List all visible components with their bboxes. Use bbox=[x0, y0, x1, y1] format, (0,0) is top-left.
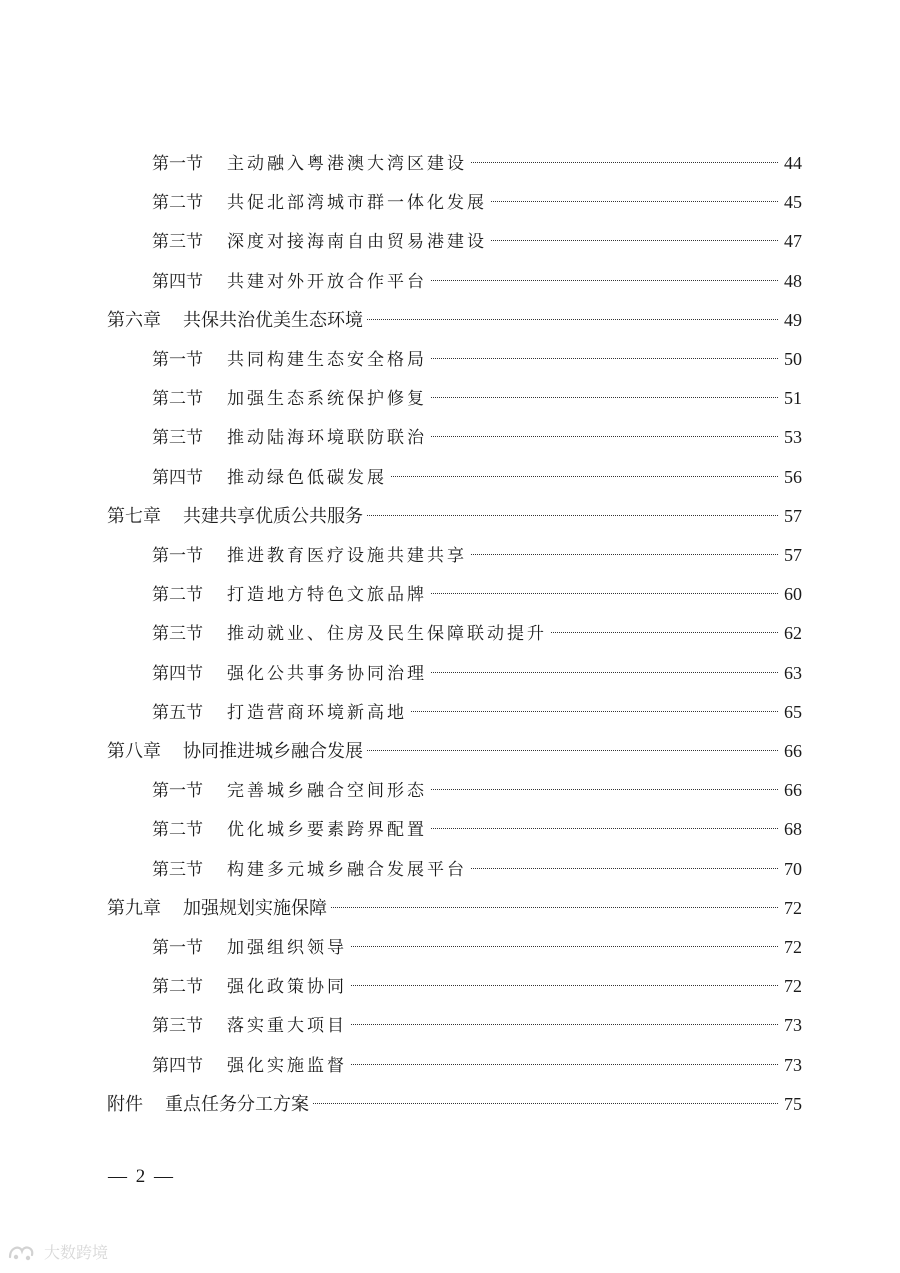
toc-dot-leader bbox=[431, 435, 778, 437]
toc-page-number: 62 bbox=[784, 623, 802, 643]
toc-section-row[interactable] bbox=[152, 266, 802, 296]
toc-page-number: 70 bbox=[784, 859, 802, 879]
toc-page-number: 47 bbox=[784, 231, 802, 251]
toc-entry-number: 第二节 bbox=[152, 977, 203, 997]
toc-entry-title: 主动融入粤港澳大湾区建设 bbox=[227, 154, 467, 174]
toc-entry-number: 第四节 bbox=[152, 272, 203, 292]
toc-dot-leader bbox=[431, 396, 778, 398]
toc-chapter-row[interactable] bbox=[107, 501, 802, 531]
toc-page-number: 57 bbox=[784, 506, 802, 526]
toc-entry-title: 强化公共事务协同治理 bbox=[227, 664, 427, 684]
toc-entry-number: 第一节 bbox=[152, 781, 203, 801]
toc-section-row[interactable] bbox=[152, 658, 802, 688]
toc-entry-title: 共建对外开放合作平台 bbox=[227, 272, 427, 292]
toc-page-number: 73 bbox=[784, 1055, 802, 1075]
toc-page-number: 57 bbox=[784, 545, 802, 565]
toc-dot-leader bbox=[313, 1102, 778, 1104]
toc-dot-leader bbox=[471, 867, 778, 869]
toc-dot-leader bbox=[351, 1023, 778, 1025]
toc-section-row[interactable] bbox=[152, 618, 802, 648]
toc-page-number: 51 bbox=[784, 388, 802, 408]
toc-dot-leader bbox=[351, 1063, 778, 1065]
toc-entry-number: 第八章 bbox=[107, 741, 161, 762]
toc-entry-title: 优化城乡要素跨界配置 bbox=[227, 820, 427, 840]
toc-chapter-row[interactable] bbox=[107, 893, 802, 923]
watermark bbox=[6, 1240, 108, 1263]
toc-section-row[interactable] bbox=[152, 854, 802, 884]
toc-section-row[interactable] bbox=[152, 148, 802, 178]
toc-dot-leader bbox=[551, 631, 778, 633]
toc-section-row[interactable] bbox=[152, 971, 802, 1001]
toc-page-number: 73 bbox=[784, 1015, 802, 1035]
toc-dot-leader bbox=[431, 671, 778, 673]
toc-section-row[interactable] bbox=[152, 462, 802, 492]
toc-page-number: 72 bbox=[784, 976, 802, 996]
toc-entry-title: 共保共治优美生态环境 bbox=[183, 310, 363, 331]
toc-chapter-row[interactable] bbox=[107, 305, 802, 335]
toc-dot-leader bbox=[331, 906, 778, 908]
toc-dot-leader bbox=[431, 279, 778, 281]
toc-entry-title: 深度对接海南自由贸易港建设 bbox=[227, 232, 487, 252]
toc-entry-title: 构建多元城乡融合发展平台 bbox=[227, 860, 467, 880]
toc-entry-number: 第四节 bbox=[152, 468, 203, 488]
toc-entry-title: 打造地方特色文旅品牌 bbox=[227, 585, 427, 605]
toc-entry-title: 加强规划实施保障 bbox=[183, 898, 327, 919]
toc-page-number: 53 bbox=[784, 427, 802, 447]
toc-section-row[interactable] bbox=[152, 187, 802, 217]
toc-page-number: 66 bbox=[784, 780, 802, 800]
toc-entry-number: 第三节 bbox=[152, 860, 203, 880]
toc-section-row[interactable] bbox=[152, 422, 802, 452]
toc-dot-leader bbox=[431, 357, 778, 359]
toc-dot-leader bbox=[367, 749, 778, 751]
toc-entry-title: 推动绿色低碳发展 bbox=[227, 468, 387, 488]
toc-entry-number: 第四节 bbox=[152, 1056, 203, 1076]
toc-entry-number: 第一节 bbox=[152, 938, 203, 958]
toc-dot-leader bbox=[351, 984, 778, 986]
toc-page-number: 49 bbox=[784, 310, 802, 330]
toc-entry-number: 第五节 bbox=[152, 703, 203, 723]
toc-dot-leader bbox=[367, 318, 778, 320]
toc-entry-number: 第二节 bbox=[152, 820, 203, 840]
toc-entry-title: 强化政策协同 bbox=[227, 977, 347, 997]
toc-section-row[interactable] bbox=[152, 540, 802, 570]
toc-entry-title: 完善城乡融合空间形态 bbox=[227, 781, 427, 801]
toc-entry-title: 共同构建生态安全格局 bbox=[227, 350, 427, 370]
toc-dot-leader bbox=[367, 514, 778, 516]
toc-entry-number: 第二节 bbox=[152, 389, 203, 409]
toc-entry-number: 第一节 bbox=[152, 350, 203, 370]
toc-entry-number: 第二节 bbox=[152, 193, 203, 213]
toc-entry-title: 协同推进城乡融合发展 bbox=[183, 741, 363, 762]
toc-page-number: 72 bbox=[784, 898, 802, 918]
toc-page-number: 60 bbox=[784, 584, 802, 604]
toc-entry-title: 推进教育医疗设施共建共享 bbox=[227, 546, 467, 566]
toc-section-row[interactable] bbox=[152, 1050, 802, 1080]
toc-entry-number: 第六章 bbox=[107, 310, 161, 331]
toc-entry-number: 第一节 bbox=[152, 154, 203, 174]
toc-section-row[interactable] bbox=[152, 344, 802, 374]
toc-section-row[interactable] bbox=[152, 932, 802, 962]
toc-entry-title: 共促北部湾城市群一体化发展 bbox=[227, 193, 487, 213]
toc-entry-title: 推动陆海环境联防联治 bbox=[227, 428, 427, 448]
toc-page-number: 68 bbox=[784, 819, 802, 839]
toc-page-number: 72 bbox=[784, 937, 802, 957]
toc-entry-title: 强化实施监督 bbox=[227, 1056, 347, 1076]
toc-page-number: 75 bbox=[784, 1094, 802, 1114]
toc-section-row[interactable] bbox=[152, 697, 802, 727]
toc-dot-leader bbox=[471, 553, 778, 555]
toc-entry-number: 第四节 bbox=[152, 664, 203, 684]
toc-entry-title: 打造营商环境新高地 bbox=[227, 703, 407, 723]
toc-dot-leader bbox=[391, 475, 778, 477]
toc-section-row[interactable] bbox=[152, 775, 802, 805]
toc-section-row[interactable] bbox=[152, 814, 802, 844]
toc-page-number: 45 bbox=[784, 192, 802, 212]
toc-entry-number: 第三节 bbox=[152, 232, 203, 252]
toc-dot-leader bbox=[491, 200, 778, 202]
toc-dot-leader bbox=[471, 161, 778, 163]
toc-entry-title: 加强组织领导 bbox=[227, 938, 347, 958]
toc-page-number: 56 bbox=[784, 467, 802, 487]
toc-entry-title: 推动就业、住房及民生保障联动提升 bbox=[227, 624, 547, 644]
toc-section-row[interactable] bbox=[152, 1010, 802, 1040]
toc-page-number: 65 bbox=[784, 702, 802, 722]
toc-dot-leader bbox=[491, 239, 778, 241]
toc-entry-number: 第三节 bbox=[152, 1016, 203, 1036]
toc-entry-number: 附件 bbox=[107, 1094, 143, 1115]
toc-entry-title: 重点任务分工方案 bbox=[165, 1094, 309, 1115]
toc-page-number: 44 bbox=[784, 153, 802, 173]
toc-entry-number: 第三节 bbox=[152, 624, 203, 644]
toc-chapter-row[interactable] bbox=[107, 736, 802, 766]
toc-dot-leader bbox=[351, 945, 778, 947]
toc-entry-number: 第三节 bbox=[152, 428, 203, 448]
toc-section-row[interactable] bbox=[152, 579, 802, 609]
toc-dot-leader bbox=[431, 827, 778, 829]
toc-entry-title: 落实重大项目 bbox=[227, 1016, 347, 1036]
toc-entry-number: 第九章 bbox=[107, 898, 161, 919]
toc-entry-title: 加强生态系统保护修复 bbox=[227, 389, 427, 409]
page-number: — 2 — bbox=[108, 1166, 175, 1187]
watermark-text: 大数跨境 bbox=[44, 1243, 109, 1262]
toc-section-row[interactable] bbox=[152, 383, 802, 413]
toc-page-number: 48 bbox=[784, 271, 802, 291]
toc-page-number: 66 bbox=[784, 741, 802, 761]
toc-entry-title: 共建共享优质公共服务 bbox=[183, 506, 363, 527]
toc-page-number: 63 bbox=[784, 663, 802, 683]
toc-dot-leader bbox=[431, 592, 778, 594]
toc-section-row[interactable] bbox=[152, 226, 802, 256]
toc-chapter-row[interactable] bbox=[107, 1089, 802, 1119]
toc-dot-leader bbox=[411, 710, 778, 712]
toc-entry-number: 第七章 bbox=[107, 506, 161, 527]
toc-dot-leader bbox=[431, 788, 778, 790]
toc-entry-number: 第一节 bbox=[152, 546, 203, 566]
toc-page-number: 50 bbox=[784, 349, 802, 369]
watermark-logo-icon bbox=[6, 1241, 40, 1263]
toc-entry-number: 第二节 bbox=[152, 585, 203, 605]
